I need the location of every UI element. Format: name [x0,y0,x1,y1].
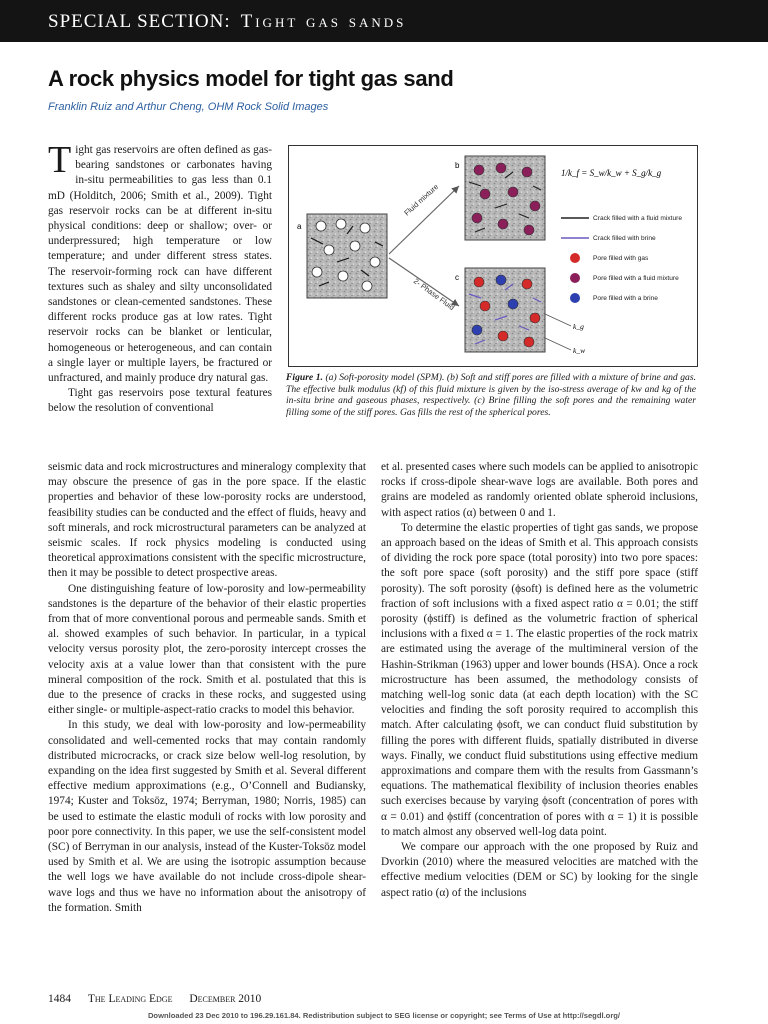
figure-1-diagram [289,146,697,366]
figure-1 [288,145,698,367]
left-column-bottom [48,460,366,916]
article-title: A rock physics model for tight gas sand [48,66,454,91]
label-two-phase: 2- Phase Fluid [411,276,457,313]
panel-label-b: b [455,161,460,170]
legend-swatch-brine [570,293,580,303]
equation: 1/k_f = S_w/k_w + S_g/k_g [561,168,662,178]
figure-caption [286,372,696,418]
paragraph-5: et al. presented cases where such models can be applied to anisotropic rocks if cross-dipole shear-wave logs are available. Both pores and grains are modeled as randomly oriented oblate spheroid inclusions, with aspect ratios (α) between 0 and 1. [381,461,698,519]
paragraph-2-start: Tight gas reservoirs pose textural features below the resolution of conventional [48,387,272,415]
legend [561,215,682,303]
section-banner-text [48,11,406,33]
panel-label-a: a [297,222,302,231]
caption-text: (a) Soft-porosity model (SPM). (b) Soft and stiff pores are filled with a mixture of brine and gas. The effective bulk modulus (kf) of this fluid mixture is given by the iso-stress average of kw and kg of the in-situ brine and gaseous phases, respectively. (c) Brine filling the soft pores and the remaining water filling some of the stiff pores. Gas fills the rest of the spherical pores. [286,372,696,418]
legend-swatch-gas [570,253,580,263]
paragraph-6: To determine the elastic properties of tight gas sands, we propose an approach based on the ideas of Smith et al. This approach consists of dividing the rock pore space (total porosity) into two pore spaces: the soft pore space (soft porosity) and the stiff pore space (stiff porosity). The soft porosity (ϕsoft) is defined here as the volumetric fraction of soft inclusions with a fixed aspect ratio α = 0.01; the stiff porosity (ϕstiff) is defined as the volumetric fraction of spherical inclusions with a fixed α = 1. The elastic properties of the rock matrix are estimated using the average of the multimineral version of the Hashin-Strikman (1963) upper and lower bounds (HSA). Once a rock microstructure has been assumed, the methodology consists of matching well-log sonic data (at each depth location) with the SC velocities and finding the soft porosity required to accomplish this match. After calculating ϕsoft, we can conduct fluid substitution by filling the pores with different fluids, spatially distributed in diverse ways. Finally, we conduct fluid substitutions using effective medium approximations and compare them with the results from Gassmann’s equations. The mathematical flexibility of inclusion theories enables such exercises because by varying ϕsoft (concentration of pores with α = 0.01) and ϕstiff (concentration of pores with α = 1) it is possible to match almost any observed well-log data point. [381,521,698,838]
article-authors: Franklin Ruiz and Arthur Cheng, OHM Rock Solid Images [48,101,329,113]
label-fluid-mixture: Fluid mixture [402,182,441,218]
paragraph-4: In this study, we deal with low-porosity and low-permeability consolidated and well-cemented rocks that may contain randomly distributed microcracks, or crack size below well-log resolution, by expanding on the idea first suggested by Smith et al. Several different effective medium approximations (e.g., O’Connell and Budiansky, 1974; Kuster and Toksöz, 1974; Berryman, 1980; Norris, 1985) can be used to estimate the elastic moduli of rocks with low porosity and poor pore connectivity. In this paper, we use the self-consistent model (SC) of Berryman in our analysis, instead of the Kuster-Toksöz model used by Smith et al. We are using the isotropic assumption because the well logs we have available do not include cross-dipole shear-wave logs and thus we have no information about the anisotropy of the formation. Smith [48,719,366,914]
section-topic: Tight gas sands [240,11,407,32]
paragraph-7: We compare our approach with the one proposed by Ruiz and Dvorkin (2010) where the measured velocities are matched with the effective medium velocities (DEM or SC) by looking for the single aspect ratio (α) of the inclusions [381,841,698,899]
legend-crack-brine: Crack filled with brine [593,235,656,242]
section-label: SPECIAL SECTION: [48,11,231,32]
label-kg: k_g [573,322,584,331]
page-footer [48,993,275,1005]
legend-pore-mixture: Pore filled with a fluid mixture [593,275,679,282]
paragraph-3: One distinguishing feature of low-porosity and low-permeability sandstones is the departure of the behavior of their elastic properties from that of more conventional porous and permeable sands. Smith et al. showed examples of such behavior. In particular, in a typical velocity versus porosity plot, the zero-porosity intercept crosses the velocity axis at a value lower than that consistent with the pure mineral composition of the rock. Smith et al. postulated that this is due to the presence of cracks in these rocks, and suggested using either single- or multiple-aspect-ratio cracks to model this behavior. [48,582,366,717]
paragraph-intro-text: ight gas reservoirs are often defined as gas-bearing sandstones or carbonates having in-situ permeabilities to gas less than 0.1 mD (Holditch, 2006; Smith et al., 2009). Tight gas reservoir rocks can be at different in-situ physical conditions: deep or shallow; over- or underpressured; high temperature or low temperature; and under different stress states. The reservoir-forming rock can have different textures such as shaley and silty unconsolidated sandstones or clean-cemented sandstones. These different rocks produce gas at low rates. Tight reservoir rocks can be blanket or lenticular, homogeneous or heterogeneous, and can contain a single layer or multiple layers, be fractured or unfractured, and mainly produce dry natural gas. [48,144,272,385]
legend-swatch-mixture [570,273,580,283]
paragraph-intro [48,139,272,386]
label-kw: k_w [573,346,586,355]
paragraph-2-cont: seismic data and rock microstructures and mineralogy complexity that may obscure the presence of gas in the pore space. If the elastic properties and behavior of these low-porosity rocks are understood, feasibility studies can be conducted and the effect of fluids, heavy and soft minerals, and rock microstructural parameters can be analyzed at seismic scales. If rock physics modeling is conducted using theoretical approximations consistent with the specific microstructure, then it may be possible to detect prospective areas. [48,461,366,580]
page-number: 1484 [48,993,71,1005]
kw-pointer [545,338,571,350]
caption-label: Figure 1. [286,372,323,383]
journal-name: The Leading Edge [87,993,173,1005]
legend-pore-gas: Pore filled with gas [593,255,649,262]
section-banner [0,0,768,42]
download-notice: Downloaded 23 Dec 2010 to 196.29.161.84. Redistribution subject to SEG license or copyright; see Terms of Use at http://segdl.org/ [147,1011,621,1020]
legend-pore-brine: Pore filled with a brine [593,295,658,302]
right-column [381,460,698,901]
legend-crack-mixture: Crack filled with a fluid mixture [593,215,683,222]
kg-pointer [545,314,571,326]
left-column-top [48,139,272,417]
panel-label-c: c [455,273,459,282]
issue-date: December 2010 [189,993,262,1005]
drop-cap: T [48,139,72,181]
